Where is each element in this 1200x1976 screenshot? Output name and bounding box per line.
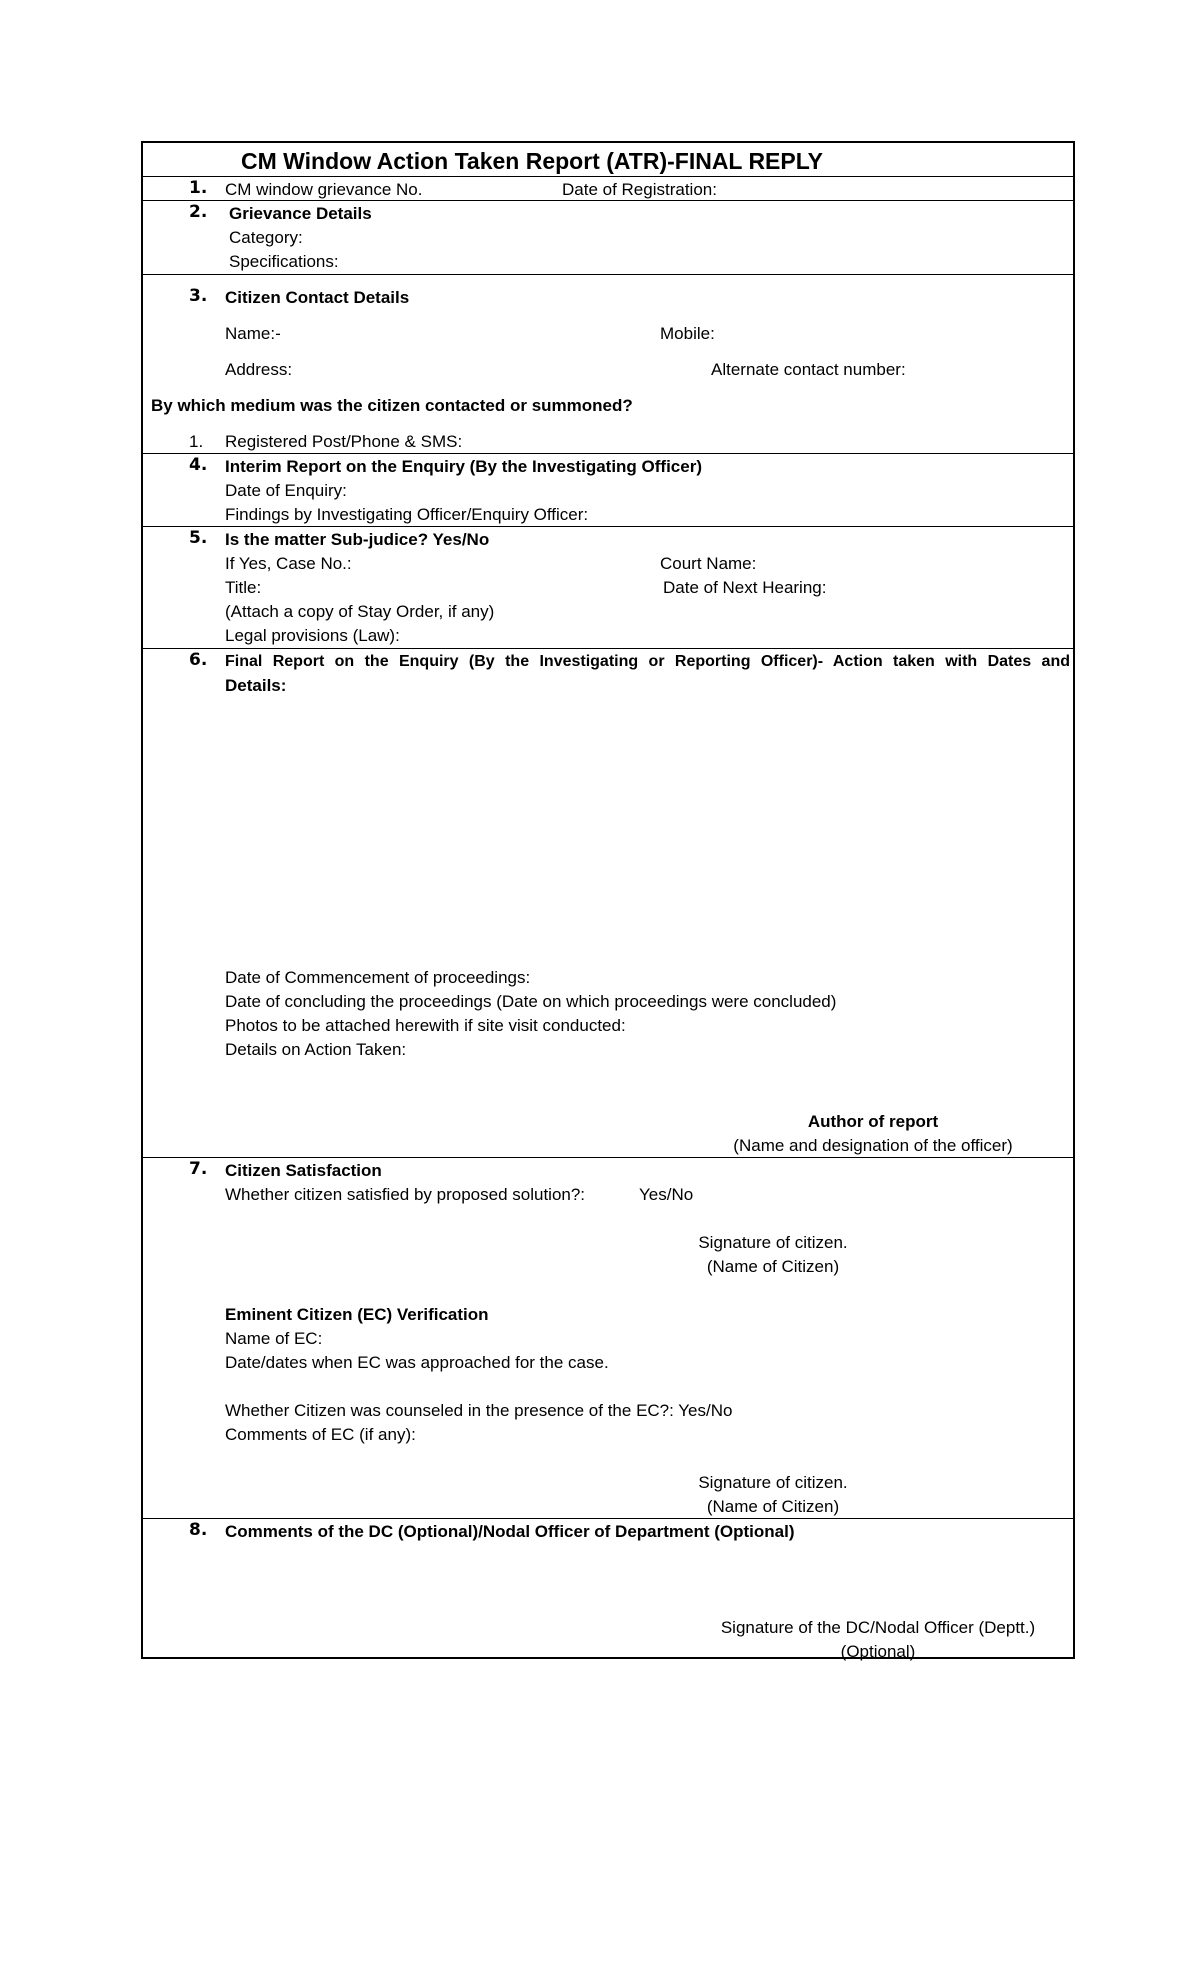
mobile-label: Mobile: [660, 324, 715, 343]
divider [143, 1157, 1073, 1158]
medium-item-number: 1. [189, 432, 204, 451]
ec-verification-heading: Eminent Citizen (EC) Verification [225, 1305, 489, 1324]
grievance-details-heading: Grievance Details [229, 204, 372, 223]
commencement-label: Date of Commencement of proceedings: [225, 968, 531, 987]
citizen-contact-heading: Citizen Contact Details [225, 288, 410, 307]
sub-judice-heading: Is the matter Sub-judice? Yes/No [225, 530, 490, 549]
section-3-number: 3. [189, 286, 208, 306]
section-6-number: 6. [189, 650, 208, 670]
divider [143, 200, 1073, 201]
contact-medium-question: By which medium was the citizen contacted or summoned? [151, 396, 633, 415]
next-hearing-label: Date of Next Hearing: [663, 578, 827, 597]
date-of-enquiry-label: Date of Enquiry: [225, 481, 347, 500]
section-2-number: 2. [189, 202, 208, 222]
case-no-label: If Yes, Case No.: [225, 554, 352, 573]
final-report-heading-cont: Details: [225, 676, 287, 695]
section-1-number: 1. [189, 178, 208, 198]
divider [143, 648, 1073, 649]
findings-label: Findings by Investigating Officer/Enquiry Officer: [225, 505, 589, 524]
grievance-no-label: CM window grievance No. [225, 180, 423, 199]
divider [143, 274, 1073, 275]
name-label: Name:- [225, 324, 281, 343]
ec-dates-label: Date/dates when EC was approached for the case. [225, 1353, 609, 1372]
dc-signature-optional: (Optional) [840, 1642, 916, 1661]
title-label: Title: [225, 578, 262, 597]
specifications-label: Specifications: [229, 252, 339, 271]
address-label: Address: [225, 360, 293, 379]
court-name-label: Court Name: [660, 554, 757, 573]
alternate-contact-label: Alternate contact number: [711, 360, 906, 379]
author-designation: (Name and designation of the officer) [733, 1136, 1013, 1155]
dc-comments-heading: Comments of the DC (Optional)/Nodal Officer of Department (Optional) [225, 1522, 795, 1541]
dc-signature: Signature of the DC/Nodal Officer (Deptt.) [720, 1618, 1036, 1637]
legal-provisions-label: Legal provisions (Law): [225, 626, 400, 645]
concluding-label: Date of concluding the proceedings (Date on which proceedings were concluded) [225, 992, 837, 1011]
satisfaction-yes-no: Yes/No [639, 1185, 694, 1204]
divider [143, 1518, 1073, 1519]
citizen-signature-2: Signature of citizen. [698, 1473, 848, 1492]
section-8-number: 8. [189, 1520, 208, 1540]
interim-report-heading: Interim Report on the Enquiry (By the Investigating Officer) [225, 457, 702, 476]
section-7-number: 7. [189, 1159, 208, 1179]
citizen-name: (Name of Citizen) [706, 1257, 840, 1276]
section-5-number: 5. [189, 528, 208, 548]
citizen-name-2: (Name of Citizen) [706, 1497, 840, 1516]
citizen-satisfaction-heading: Citizen Satisfaction [225, 1161, 382, 1180]
atr-form [141, 141, 1075, 1659]
ec-counsel-question: Whether Citizen was counseled in the presence of the EC?: Yes/No [225, 1401, 733, 1420]
final-report-heading: Final Report on the Enquiry (By the Investigating or Reporting Officer)- Action taken with Dates and [225, 653, 1070, 670]
divider [143, 176, 1073, 177]
divider [143, 453, 1073, 454]
section-4-number: 4. [189, 455, 208, 475]
ec-name-label: Name of EC: [225, 1329, 323, 1348]
photos-label: Photos to be attached herewith if site visit conducted: [225, 1016, 626, 1035]
category-label: Category: [229, 228, 303, 247]
author-of-report: Author of report [807, 1112, 939, 1131]
action-details-label: Details on Action Taken: [225, 1040, 407, 1059]
stay-order-note: (Attach a copy of Stay Order, if any) [225, 602, 495, 621]
citizen-signature: Signature of citizen. [698, 1233, 848, 1252]
form-title: CM Window Action Taken Report (ATR)-FINAL REPLY [241, 148, 824, 174]
divider [143, 526, 1073, 527]
satisfaction-question: Whether citizen satisfied by proposed solution?: [225, 1185, 586, 1204]
date-registration-label: Date of Registration: [562, 180, 717, 199]
ec-comments-label: Comments of EC (if any): [225, 1425, 416, 1444]
registered-post-label: Registered Post/Phone & SMS: [225, 432, 463, 451]
